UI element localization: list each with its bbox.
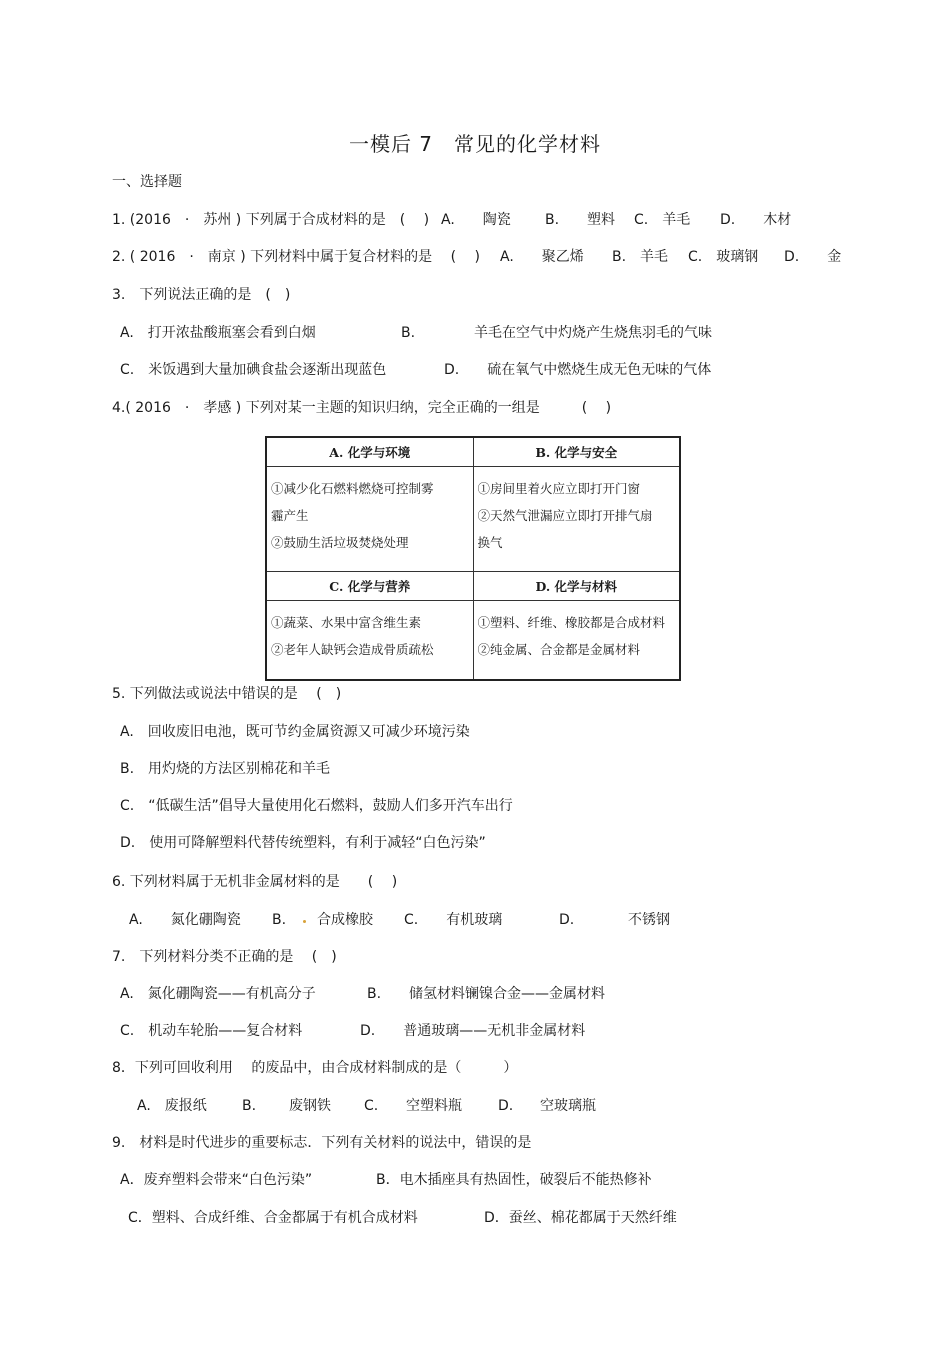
q4-knowledge-table bbox=[265, 436, 681, 681]
q7-option-b: B. 储氢材料镧镍合金——金属材料 bbox=[367, 986, 606, 1002]
q9-option-a: A．废弃塑料会带来“白色污染” bbox=[120, 1172, 313, 1188]
cell-d-line-2: ②纯金属、合金都是金属材料 bbox=[477, 642, 641, 657]
q9-option-c: C．塑料、合成纤维、合金都属于有机合成材料 bbox=[128, 1210, 418, 1226]
q8-option-c-label: C. bbox=[364, 1098, 379, 1114]
q1-stem: 1. (2016 · 苏州 ) 下列属于合成材料的是 ( ) bbox=[112, 212, 430, 228]
q3-option-d: D. 硫在氧气中燃烧生成无色无味的气体 bbox=[444, 362, 712, 378]
q3-option-b-label: B. bbox=[401, 325, 416, 341]
cell-c-line-1: ①蔬菜、水果中富含维生素 bbox=[271, 615, 422, 630]
q6-option-c: C. 有机玻璃 bbox=[404, 912, 503, 928]
q6-option-d-label: D. bbox=[559, 912, 575, 928]
table-head-b: B. 化学与安全 bbox=[473, 437, 680, 467]
stray-dot bbox=[303, 920, 306, 923]
cell-b-line-1: ①房间里着火应立即打开门窗 bbox=[477, 481, 641, 496]
q8-stem: 8．下列可回收利用 的废品中，由合成材料制成的是（ ） bbox=[112, 1060, 518, 1076]
q2-option-b: B. 羊毛 bbox=[612, 249, 669, 265]
q7-option-d: D. 普通玻璃——无机非金属材料 bbox=[360, 1023, 586, 1039]
q1-option-a: A. 陶瓷 bbox=[441, 212, 511, 228]
q2-option-c: C. 玻璃钢 bbox=[688, 249, 759, 265]
section-heading: 一、选择题 bbox=[112, 174, 182, 190]
q2-option-d: D. 金 bbox=[784, 249, 842, 265]
q6-option-d-text: 不锈钢 bbox=[628, 912, 670, 928]
q3-option-c: C. 米饭遇到大量加碘食盐会逐渐出现蓝色 bbox=[120, 362, 387, 378]
q6-option-a: A. 氮化硼陶瓷 bbox=[129, 912, 241, 928]
cell-a-line-2: 霾产生 bbox=[271, 508, 309, 523]
q7-stem: 7. 下列材料分类不正确的是 ( ) bbox=[112, 949, 337, 965]
q5-option-a: A. 回收废旧电池，既可节约金属资源又可减少环境污染 bbox=[120, 724, 470, 740]
q9-option-b: B．电木插座具有热固性，破裂后不能热修补 bbox=[376, 1172, 652, 1188]
document-title: 一模后 7 常见的化学材料 bbox=[348, 132, 602, 156]
cell-b-line-2: ②天然气泄漏应立即打开排气扇 bbox=[477, 508, 653, 523]
table-head-c: C. 化学与营养 bbox=[266, 572, 473, 601]
q7-option-c: C. 机动车轮胎——复合材料 bbox=[120, 1023, 303, 1039]
q2-option-a: A. 聚乙烯 bbox=[500, 249, 584, 265]
table-cell-a bbox=[266, 467, 473, 572]
q8-option-a: A. 废报纸 bbox=[137, 1098, 207, 1114]
cell-a-line-3: ②鼓励生活垃圾焚烧处理 bbox=[271, 535, 409, 550]
q8-option-c-text: 空塑料瓶 bbox=[406, 1098, 462, 1114]
cell-b-line-3: 换气 bbox=[477, 535, 503, 550]
q1-option-b: B. 塑料 bbox=[545, 212, 616, 228]
q8-option-b-label: B. bbox=[242, 1098, 257, 1114]
cell-d-line-1: ①塑料、纤维、橡胶都是合成材料 bbox=[477, 615, 666, 630]
cell-a-line-1: ①减少化石燃料燃烧可控制雾 bbox=[271, 481, 434, 496]
q5-option-c: C. “低碳生活”倡导大量使用化石燃料，鼓励人们多开汽车出行 bbox=[120, 798, 513, 814]
cell-c-line-2: ②老年人缺钙会造成骨质疏松 bbox=[271, 642, 434, 657]
table-head-d: D. 化学与材料 bbox=[473, 572, 680, 601]
q3-stem: 3. 下列说法正确的是 ( ) bbox=[112, 287, 291, 303]
table-cell-c bbox=[266, 601, 473, 681]
q6-option-b-label: B. bbox=[272, 912, 287, 928]
table-cell-d bbox=[473, 601, 680, 681]
q1-option-d: D. 木材 bbox=[720, 212, 792, 228]
q4-stem: 4.( 2016 · 孝感 ) 下列对某一主题的知识归纳，完全正确的一组是 ( ) bbox=[112, 400, 612, 416]
q9-stem: 9. 材料是时代进步的重要标志．下列有关材料的说法中，错误的是 bbox=[112, 1135, 532, 1151]
q3-option-b-text: 羊毛在空气中灼烧产生烧焦羽毛的气味 bbox=[474, 325, 712, 341]
q5-option-b: B. 用灼烧的方法区别棉花和羊毛 bbox=[120, 761, 331, 777]
q3-option-a: A. 打开浓盐酸瓶塞会看到白烟 bbox=[120, 325, 316, 341]
q5-option-d: D. 使用可降解塑料代替传统塑料，有利于减轻“白色污染” bbox=[120, 835, 486, 851]
q8-option-b-text: 废钢铁 bbox=[289, 1098, 331, 1114]
q6-stem: 6. 下列材料属于无机非金属材料的是 ( ) bbox=[112, 874, 398, 890]
q9-option-d: D．蚕丝、棉花都属于天然纤维 bbox=[484, 1210, 677, 1226]
q8-option-d-text: 空玻璃瓶 bbox=[540, 1098, 596, 1114]
q2-stem: 2. ( 2016 · 南京 ) 下列材料中属于复合材料的是 ( ) bbox=[112, 249, 480, 265]
q7-option-a: A. 氮化硼陶瓷——有机高分子 bbox=[120, 986, 316, 1002]
table-cell-b bbox=[473, 467, 680, 572]
q8-option-d-label: D. bbox=[498, 1098, 514, 1114]
q6-option-b-text: 合成橡胶 bbox=[317, 912, 373, 928]
q5-stem: 5. 下列做法或说法中错误的是 ( ) bbox=[112, 686, 342, 702]
table-head-a: A. 化学与环境 bbox=[266, 437, 473, 467]
q1-option-c: C. 羊毛 bbox=[634, 212, 691, 228]
